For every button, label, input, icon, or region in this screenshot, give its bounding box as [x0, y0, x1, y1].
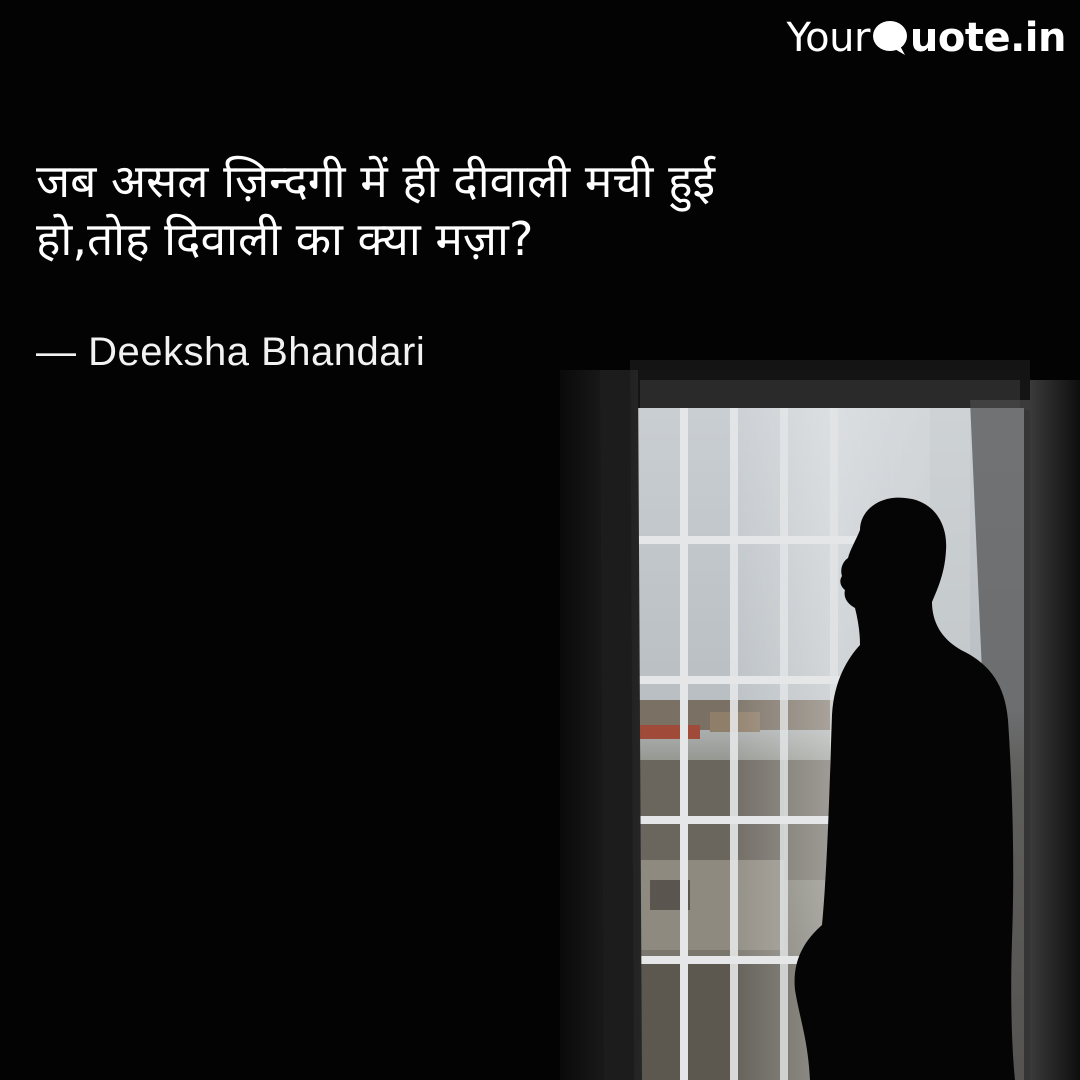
quote-bubble-icon: [871, 20, 909, 56]
logo-prefix: Your: [786, 15, 870, 61]
logo-suffix: uote.in: [909, 15, 1066, 61]
quote-text: [36, 152, 996, 268]
quote-author: — Deeksha Bhandari: [36, 330, 426, 374]
window-silhouette-photo: [560, 340, 1080, 1080]
yourquote-logo[interactable]: [786, 15, 1066, 61]
quote-line-2: हो,तोह दिवाली का क्या मज़ा?: [36, 212, 534, 266]
quote-line-1: जब असल ज़िन्दगी में ही दीवाली मची हुई: [36, 154, 716, 208]
